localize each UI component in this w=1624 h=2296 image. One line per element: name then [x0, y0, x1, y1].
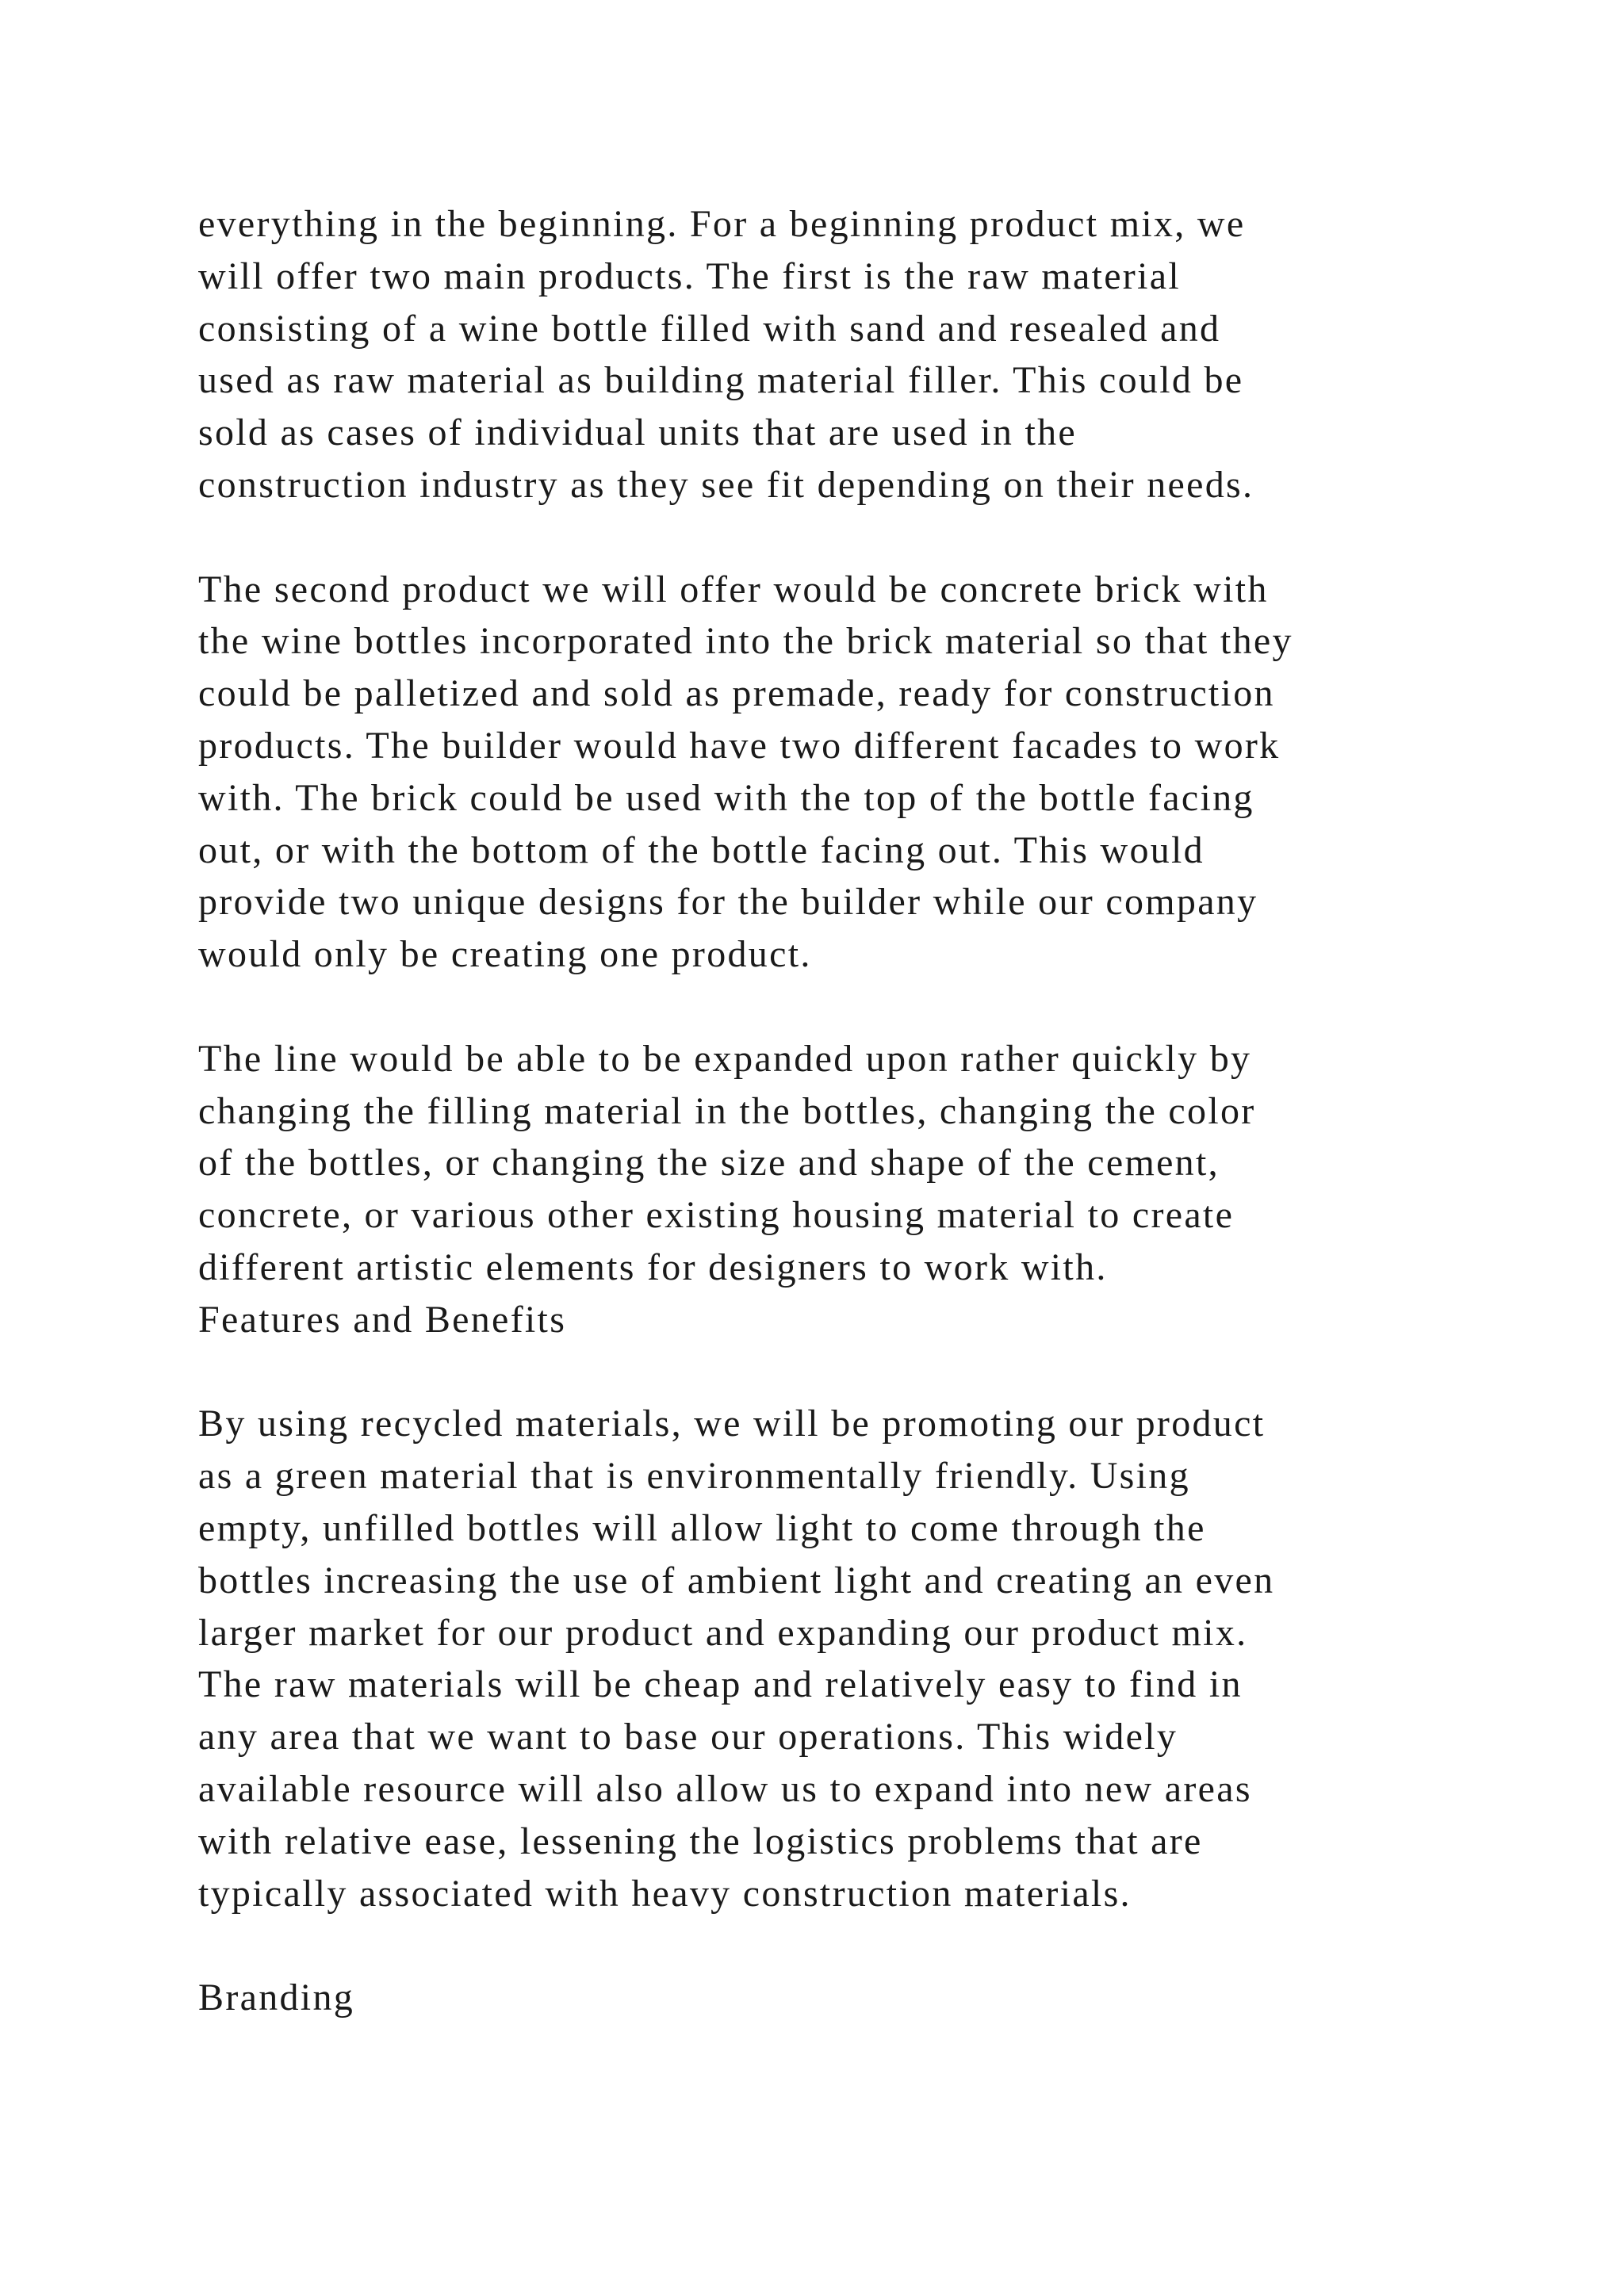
- text-line: construction industry as they see fit depending on their needs.: [198, 463, 1254, 506]
- text-line: out, or with the bottom of the bottle facing out. This would: [198, 828, 1205, 871]
- text-line: typically associated with heavy construction materials.: [198, 1872, 1132, 1915]
- text-line: sold as cases of individual units that are used in the: [198, 411, 1077, 454]
- paragraph-spacer: [198, 981, 1562, 1033]
- text-line: will offer two main products. The first is the raw material: [198, 254, 1181, 297]
- paragraph-spacer: [198, 1346, 1562, 1399]
- text-line: available resource will also allow us to expand into new areas: [198, 1767, 1252, 1810]
- text-line: any area that we want to base our operations. This widely: [198, 1716, 1178, 1758]
- text-line: bottles increasing the use of ambient light and creating an even: [198, 1559, 1275, 1601]
- paragraph-line-expansion: [198, 1033, 1562, 1294]
- text-line: consisting of a wine bottle filled with sand and resealed and: [198, 307, 1221, 350]
- paragraph-spacer: [198, 1919, 1562, 1972]
- text-line: as a green material that is environmentally friendly. Using: [198, 1455, 1190, 1498]
- heading-features-and-benefits: Features and Benefits: [198, 1298, 567, 1341]
- paragraph-recycled-materials: [198, 1398, 1562, 1919]
- text-line: empty, unfilled bottles will allow light to come through the: [198, 1506, 1206, 1549]
- text-line: products. The builder would have two different facades to work: [198, 724, 1281, 767]
- text-line: The second product we will offer would be concrete brick with: [198, 568, 1269, 610]
- text-line: different artistic elements for designers to work with.: [198, 1246, 1108, 1288]
- text-line: used as raw material as building material filler. This could be: [198, 359, 1244, 402]
- text-line: the wine bottles incorporated into the brick material so that they: [198, 620, 1293, 663]
- text-line: The raw materials will be cheap and relatively easy to find in: [198, 1663, 1243, 1706]
- text-line: with relative ease, lessening the logistics problems that are: [198, 1820, 1203, 1862]
- text-line: with. The brick could be used with the top of the bottle facing: [198, 776, 1254, 819]
- text-line: of the bottles, or changing the size and shape of the cement,: [198, 1142, 1220, 1184]
- text-line: provide two unique designs for the builder while our company: [198, 881, 1258, 924]
- text-line: changing the filling material in the bottles, changing the color: [198, 1089, 1256, 1132]
- text-line: concrete, or various other existing housing material to create: [198, 1194, 1235, 1237]
- text-line: could be palletized and sold as premade, ready for construction: [198, 672, 1275, 715]
- paragraph-spacer: [198, 511, 1562, 564]
- document-page: [198, 198, 1562, 2024]
- paragraph-product-mix: [198, 198, 1562, 511]
- text-line: By using recycled materials, we will be promoting our product: [198, 1402, 1266, 1445]
- text-line: everything in the beginning. For a beginning product mix, we: [198, 203, 1246, 245]
- paragraph-second-product: [198, 564, 1562, 981]
- text-line: The line would be able to be expanded upon rather quickly by: [198, 1037, 1252, 1080]
- heading-branding: Branding: [198, 1976, 355, 2019]
- text-line: larger market for our product and expanding our product mix.: [198, 1611, 1248, 1654]
- text-line: would only be creating one product.: [198, 933, 812, 976]
